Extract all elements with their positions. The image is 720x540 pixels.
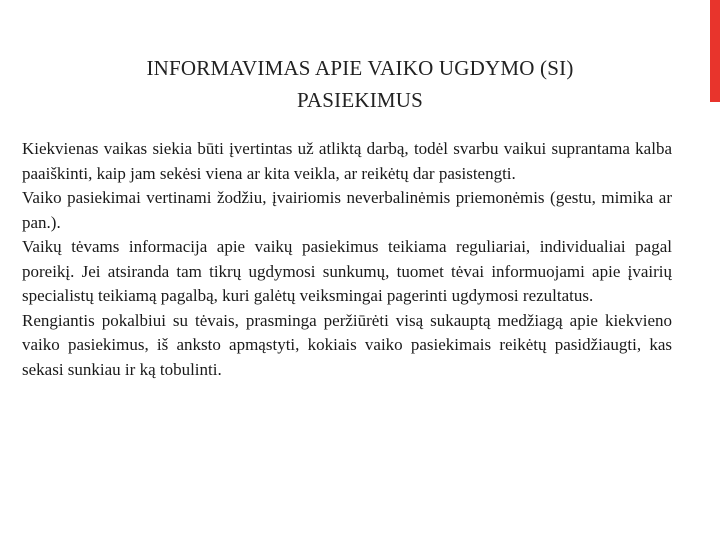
slide-title xyxy=(30,52,690,116)
slide-title-line-2: PASIEKIMUS xyxy=(296,88,424,112)
paragraph-preparation: Rengiantis pokalbiui su tėvais, prasminga peržiūrėti visą sukauptą medžiagą apie kiekvieno vaiko pasiekimus, iš anksto apmąstyti, kokiais vaiko pasiekimais reikėtų pasidžiaugti, kas sekasi sunkiau ir ką tobulinti. xyxy=(22,310,672,379)
paragraph-evaluation: Kiekvienas vaikas siekia būti įvertintas už atliktą darbą, todėl svarbu vaikui suprantama kalba paaiškinti, kaip jam sekėsi viena ar kita veikla, ar reikėtų dar pasistengti. xyxy=(22,139,672,183)
paragraph-methods: Vaiko pasiekimai vertinami žodžiu, įvairiomis neverbalinėmis priemonėmis (gestu, mimika ar pan.). xyxy=(22,188,672,232)
slide-title-line-1: INFORMAVIMAS APIE VAIKO UGDYMO (SI) xyxy=(146,56,574,80)
paragraph-parents-info: Vaikų tėvams informacija apie vaikų pasiekimus teikiama reguliariai, individualiai pagal poreikį. Jei atsiranda tam tikrų ugdymosi sunkumų, tuomet tėvai informuojami apie įvairių specialistų teikiamą pagalbą, kuri galėtų veiksmingai pagerinti ugdymosi rezultatus. xyxy=(22,237,672,305)
slide-body xyxy=(22,137,672,382)
accent-bar xyxy=(710,0,720,102)
